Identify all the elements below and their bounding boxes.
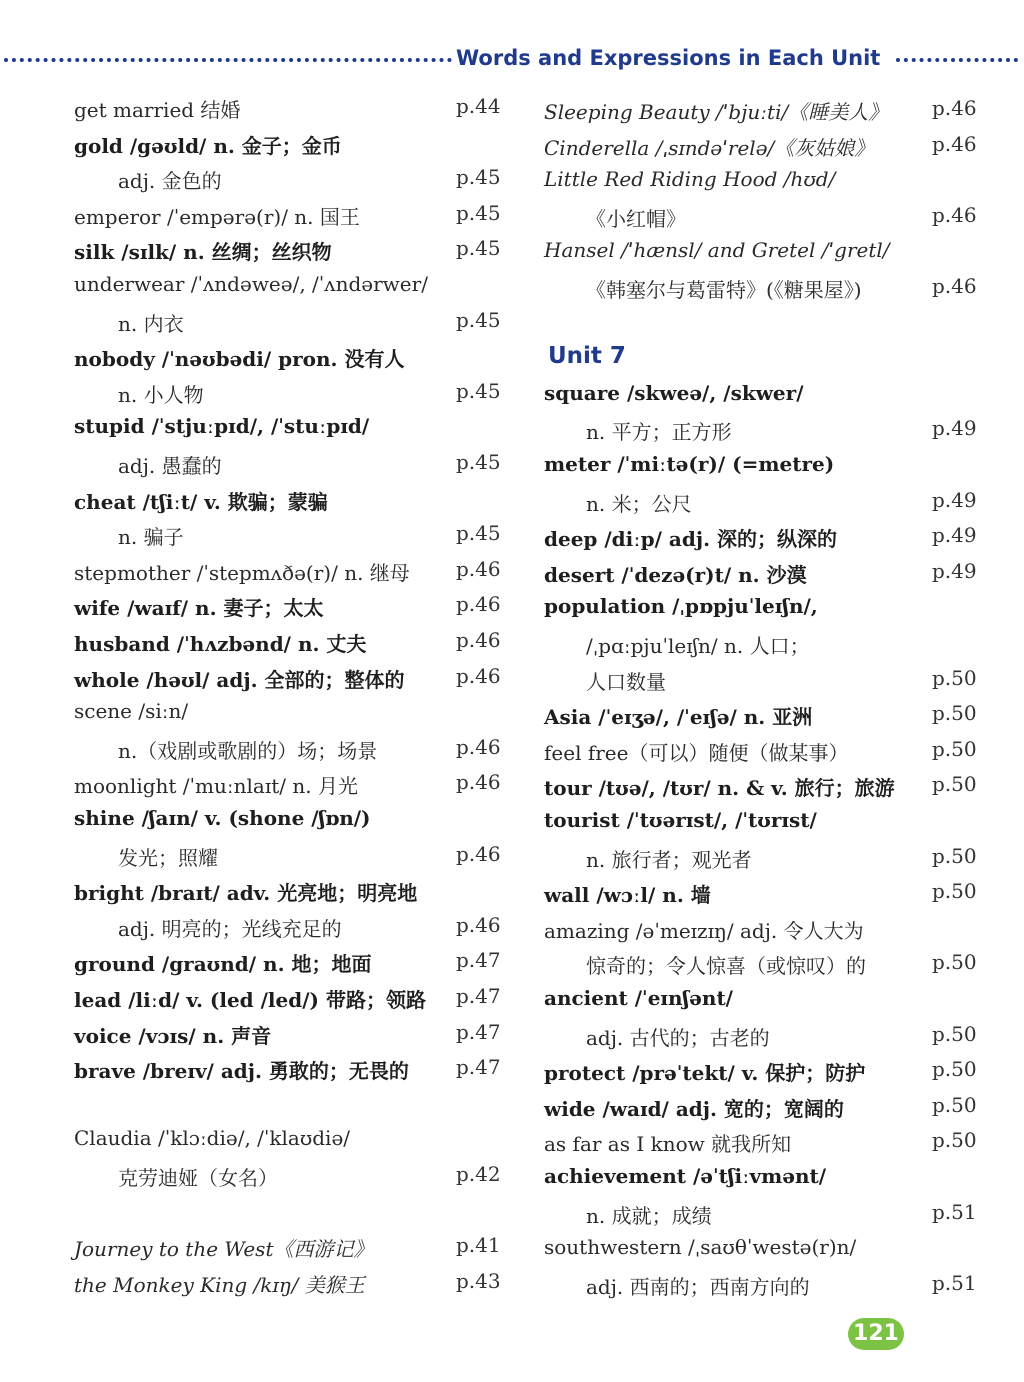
entry-page-ref: p.46 <box>456 556 501 581</box>
entry-line <box>0 806 520 840</box>
entry-page-ref: p.45 <box>456 236 501 261</box>
entry-text: feel free（可以）随便（做某事） <box>544 740 849 765</box>
entry-page-ref: p.46 <box>456 734 501 759</box>
entry-line <box>0 1233 520 1267</box>
entry-text: 克劳迪娅（女名） <box>118 1166 278 1190</box>
entry-text: Sleeping Beauty /ˈbjuːti/《睡美人》 <box>544 100 889 124</box>
entry-line <box>530 381 1024 415</box>
entry-page-ref: p.45 <box>456 378 501 403</box>
entry-line <box>0 272 520 306</box>
entry-line <box>530 701 1024 735</box>
entry-line <box>530 1128 1024 1162</box>
entry-line <box>530 772 1024 806</box>
entry-line <box>530 523 1024 557</box>
entry-text: bright /braɪt/ adv. 光亮地；明亮地 <box>74 881 418 906</box>
entry-text: whole /həʊl/ adj. 全部的；整体的 <box>74 667 405 692</box>
entry-line <box>530 96 1024 130</box>
entry-text: 惊奇的；令人惊喜（或惊叹）的 <box>586 954 866 979</box>
entry-text: tour /tʊə/, /tʊr/ n. & v. 旅行；旅游 <box>544 776 895 801</box>
entry-line <box>530 274 1024 308</box>
entry-page-ref: p.49 <box>932 558 977 583</box>
entry-page-ref: p.44 <box>456 94 501 118</box>
entry-line <box>530 559 1024 593</box>
entry-line <box>0 450 520 484</box>
entry-text: underwear /ˈʌndəweə/, /ˈʌndərwer/ <box>74 272 428 296</box>
entry-page-ref: p.50 <box>932 1128 977 1153</box>
entry-line <box>0 165 520 199</box>
header-title: Words and Expressions in Each Unit <box>456 46 881 70</box>
entry-page-ref: p.42 <box>456 1162 501 1186</box>
entry-text: scene /siːn/ <box>74 699 189 724</box>
entry-line <box>0 557 520 591</box>
entry-text: voice /vɔɪs/ n. 声音 <box>74 1023 272 1048</box>
entry-line <box>0 201 520 235</box>
entry-text: desert /ˈdezə(r)t/ n. 沙漠 <box>544 562 807 587</box>
entry-line <box>0 948 520 982</box>
entry-page-ref: p.46 <box>932 274 977 298</box>
entry-text: Asia /ˈeɪʒə/, /ˈeɪʃə/ n. 亚洲 <box>544 705 813 730</box>
entry-text: 《韩塞尔与葛雷特》(《糖果屋》) <box>586 278 862 302</box>
entry-line <box>0 94 520 128</box>
entry-line <box>530 950 1024 984</box>
entry-page-ref: p.47 <box>456 1055 501 1080</box>
entry-page-ref: p.46 <box>456 628 501 652</box>
entry-text: the Monkey King /kɪŋ/ 美猴王 <box>74 1272 365 1297</box>
entry-line <box>0 770 520 804</box>
entry-text: 人口数量 <box>586 669 666 694</box>
entry-line <box>530 310 1024 344</box>
entry-text: Hansel /ˈhænsl/ and Gretel /ˈgretl/ <box>544 238 890 263</box>
entry-text: square /skweə/, /skwer/ <box>544 380 804 405</box>
entry-line <box>0 1162 520 1196</box>
entry-page-ref: p.46 <box>932 131 977 156</box>
entry-text: n. 米；公尺 <box>586 491 692 516</box>
entry-line <box>0 236 520 270</box>
entry-line <box>530 986 1024 1020</box>
entry-page-ref: p.50 <box>932 701 977 726</box>
entry-page-ref: p.46 <box>932 96 977 120</box>
entry-text: brave /breɪv/ adj. 勇敢的；无畏的 <box>74 1059 409 1084</box>
entry-line <box>530 238 1024 272</box>
entry-page-ref: p.45 <box>456 450 501 474</box>
entry-page-ref: p.46 <box>456 770 501 795</box>
entry-text: nobody /ˈnəʊbədi/ pron. 没有人 <box>74 347 405 372</box>
entry-line <box>0 343 520 377</box>
entry-text: southwestern /ˌsaʊθˈwestə(r)n/ <box>544 1235 857 1260</box>
entry-text: wide /waɪd/ adj. 宽的；宽阔的 <box>544 1096 844 1121</box>
entry-text: as far as I know 就我所知 <box>544 1132 792 1157</box>
entry-page-ref: p.43 <box>456 1268 501 1293</box>
entry-text: n. 成就；成绩 <box>586 1203 712 1228</box>
entry-line <box>0 1020 520 1054</box>
entry-line <box>0 913 520 947</box>
entry-text: Claudia /ˈklɔːdiə/, /ˈklaʊdiə/ <box>74 1126 351 1151</box>
entry-text: tourist /ˈtʊərɪst/, /ˈtʊrɪst/ <box>544 808 817 832</box>
entry-line <box>530 132 1024 166</box>
entry-text: get married 结婚 <box>74 98 241 122</box>
entry-line <box>0 521 520 555</box>
entry-page-ref: p.45 <box>456 521 501 546</box>
entry-page-ref: p.46 <box>932 202 977 227</box>
entry-page-ref: p.51 <box>932 1199 977 1224</box>
entry-page-ref: p.49 <box>932 487 977 512</box>
entry-line <box>0 984 520 1018</box>
entry-line <box>530 666 1024 700</box>
entry-page-ref: p.47 <box>456 1019 501 1044</box>
entry-text: n. 平方；正方形 <box>586 420 732 445</box>
entry-page-ref: p.45 <box>456 165 501 190</box>
entry-line <box>530 808 1024 842</box>
entry-text: achievement /əˈtʃiːvmənt/ <box>544 1164 827 1188</box>
entry-text: stepmother /ˈstepmʌðə(r)/ n. 继母 <box>74 560 410 585</box>
entry-text: adj. 西南的；西南方向的 <box>586 1274 810 1299</box>
entry-line <box>0 1055 520 1089</box>
entry-text: ancient /ˈeɪnʃənt/ <box>544 986 733 1010</box>
entry-line <box>0 699 520 733</box>
entry-line <box>530 1200 1024 1234</box>
unit-heading: Unit 7 <box>548 343 626 369</box>
entry-text: cheat /tʃiːt/ v. 欺骗；蒙骗 <box>74 489 328 514</box>
entry-text: adj. 古代的；古老的 <box>586 1025 770 1050</box>
entry-line <box>530 452 1024 486</box>
entry-line <box>0 379 520 413</box>
entry-page-ref: p.50 <box>932 1092 977 1117</box>
entry-text: population /ˌpɒpjuˈleɪʃn/, <box>544 594 818 619</box>
entry-text: silk /sɪlk/ n. 丝绸；丝织物 <box>74 240 332 265</box>
entry-line <box>530 1057 1024 1091</box>
entry-text: 《小红帽》 <box>586 206 686 231</box>
entry-text: stupid /ˈstjuːpɪd/, /ˈstuːpɪd/ <box>74 414 370 439</box>
entry-text: lead /liːd/ v. (led /led/) 带路；领路 <box>74 988 426 1012</box>
entry-line <box>530 737 1024 771</box>
entry-text: Journey to the West《西游记》 <box>74 1237 374 1262</box>
entry-text: adj. 愚蠢的 <box>118 454 222 478</box>
entry-text: husband /ˈhʌzbənd/ n. 丈夫 <box>74 632 367 656</box>
entry-line <box>530 1271 1024 1305</box>
entry-line <box>530 1164 1024 1198</box>
entry-line <box>0 1091 520 1125</box>
entry-line <box>530 594 1024 628</box>
entry-line <box>0 1126 520 1160</box>
entry-page-ref: p.51 <box>932 1270 977 1295</box>
entry-line <box>530 915 1024 949</box>
entry-line <box>0 1198 520 1232</box>
entry-line <box>0 628 520 662</box>
entry-page-ref: p.45 <box>456 307 501 332</box>
entry-line <box>0 664 520 698</box>
entry-line <box>530 844 1024 878</box>
entry-line <box>530 1093 1024 1127</box>
page-header <box>0 44 1024 76</box>
entry-page-ref: p.50 <box>932 772 977 797</box>
entry-page-ref: p.46 <box>456 663 501 688</box>
entry-line <box>530 1022 1024 1056</box>
entry-text: Cinderella /ˌsɪndəˈrelə/《灰姑娘》 <box>544 135 875 160</box>
entry-line <box>0 735 520 769</box>
entry-line <box>530 416 1024 450</box>
header-dotted-rule-right <box>896 58 1018 62</box>
entry-text: protect /prəˈtekt/ v. 保护；防护 <box>544 1061 866 1086</box>
entry-line <box>530 203 1024 237</box>
entry-page-ref: p.50 <box>932 879 977 904</box>
entry-text: n. 骗子 <box>118 525 184 550</box>
entry-text: wall /wɔːl/ n. 墙 <box>544 883 711 908</box>
entry-page-ref: p.50 <box>932 665 977 690</box>
entry-text: wife /waɪf/ n. 妻子；太太 <box>74 596 324 621</box>
entry-page-ref: p.46 <box>456 841 501 866</box>
entry-page-ref: p.45 <box>456 200 501 225</box>
entry-page-ref: p.50 <box>932 1057 977 1082</box>
entry-line <box>0 592 520 626</box>
entry-text: meter /ˈmiːtə(r)/ (=metre) <box>544 452 835 476</box>
entry-page-ref: p.50 <box>932 1021 977 1046</box>
entry-page-ref: p.49 <box>932 416 977 441</box>
entry-text: Little Red Riding Hood /hʊd/ <box>544 167 836 192</box>
entry-text: moonlight /ˈmuːnlaɪt/ n. 月光 <box>74 774 358 799</box>
entry-line <box>0 1269 520 1303</box>
entry-page-ref: p.47 <box>456 948 501 973</box>
entry-line <box>0 130 520 164</box>
entry-text: emperor /ˈempərə(r)/ n. 国王 <box>74 204 360 229</box>
entry-line <box>530 1235 1024 1269</box>
entry-line <box>530 488 1024 522</box>
entry-line <box>530 167 1024 201</box>
entry-text: deep /diːp/ adj. 深的；纵深的 <box>544 527 838 552</box>
entry-line <box>530 879 1024 913</box>
entry-text: adj. 明亮的；光线充足的 <box>118 916 342 941</box>
entry-text: 发光；照耀 <box>118 845 218 870</box>
entry-line <box>0 486 520 520</box>
entry-text: ground /graʊnd/ n. 地；地面 <box>74 952 372 977</box>
entry-text: shine /ʃaɪn/ v. (shone /ʃɒn/) <box>74 806 371 830</box>
entry-text: n. 小人物 <box>118 382 204 407</box>
entry-text: n.（戏剧或歌剧的）场；场景 <box>118 738 378 763</box>
entry-text: n. 内衣 <box>118 311 184 336</box>
entry-page-ref: p.47 <box>456 984 501 1008</box>
entry-page-ref: p.50 <box>932 843 977 868</box>
entry-line <box>0 877 520 911</box>
entry-text: gold /gəʊld/ n. 金子；金币 <box>74 133 342 158</box>
entry-line <box>0 842 520 876</box>
page-number-badge: 121 <box>848 1318 904 1350</box>
entry-page-ref: p.49 <box>932 523 977 548</box>
entry-line <box>530 630 1024 664</box>
entry-text: adj. 金色的 <box>118 169 222 194</box>
entry-text: amazing /əˈmeɪzɪŋ/ adj. 令人大为 <box>544 918 864 943</box>
header-dotted-rule-left <box>4 58 452 62</box>
entry-text: n. 旅行者；观光者 <box>586 847 752 872</box>
entry-page-ref: p.50 <box>932 950 977 975</box>
entry-page-ref: p.46 <box>456 912 501 937</box>
entry-page-ref: p.41 <box>456 1233 501 1258</box>
entry-text: /ˌpɑːpjuˈleɪʃn/ n. 人口； <box>586 634 810 658</box>
entry-line <box>0 308 520 342</box>
entry-page-ref: p.46 <box>456 592 501 617</box>
entry-line <box>0 414 520 448</box>
entry-page-ref: p.50 <box>932 736 977 761</box>
